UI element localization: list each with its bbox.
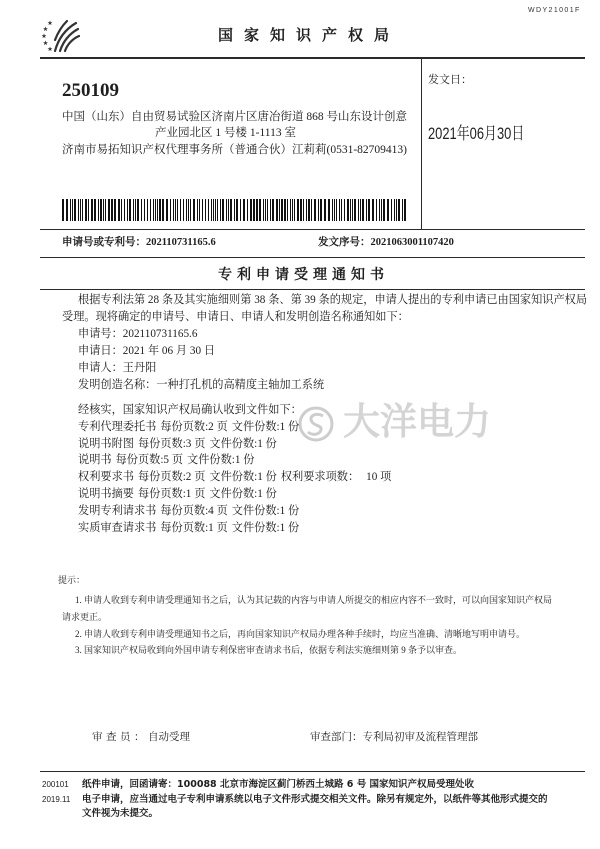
field-value: 王丹阳 xyxy=(122,362,157,374)
field-applicant xyxy=(62,360,587,377)
note-item: 2. 申请人收到专利申请受理通知书之后，再向国家知识产权局办理各种手续时，均应当准确、清晰地写明申请号。 xyxy=(75,629,526,639)
notice-title: 专利申请受理通知书 xyxy=(218,267,389,283)
reference-top-rule xyxy=(40,229,585,230)
emblem-star xyxy=(42,33,47,38)
barcode-bars xyxy=(62,199,406,221)
footer-line: 纸件申请，回函请寄：100088 北京市海淀区蓟门桥西土城路 6 号 国家知识产权局受理处收 xyxy=(82,779,475,790)
notice-intro xyxy=(62,292,587,394)
document-name: 权利要求书 xyxy=(78,471,134,484)
document-copies: 文件份数:1 份 xyxy=(231,504,300,517)
document-name: 专利代理委托书 xyxy=(78,420,157,433)
document-copies: 文件份数:1 份 xyxy=(209,471,277,484)
received-documents xyxy=(78,402,391,536)
intro-line: 受理。现将确定的申请号、申请日、申请人和发明创造名称通知如下： xyxy=(62,311,409,323)
claims-count-value: 10 项 xyxy=(366,471,392,484)
field-filing-date xyxy=(62,343,587,360)
emblem-star xyxy=(43,26,48,31)
footer-line: 电子申请，应当通过电子专利申请系统以电子文件形式提交相关文件。除另有规定外，以纸件等其他形式提交的 xyxy=(82,794,548,805)
field-value: 202110731165.6 xyxy=(122,328,198,340)
document-pages: 每份页数:4 页 xyxy=(160,504,228,517)
issue-date-value: 2021年06月30日 xyxy=(428,124,525,143)
document-pages: 每份页数:3 页 xyxy=(137,437,206,450)
document-copies: 文件份数:1 份 xyxy=(231,521,300,534)
serial-number xyxy=(318,236,454,250)
reference-bottom-rule xyxy=(40,257,585,258)
field-label: 申请人： xyxy=(78,362,123,374)
office-name: 国家知识产权局 xyxy=(218,26,401,44)
note-item: 1. 申请人收到专利申请受理通知书之后，认为其记载的内容与申请人所提交的相应内容不一致时，可以向国家知识产权局 xyxy=(75,595,553,605)
emblem-star xyxy=(48,46,53,51)
title-rule xyxy=(40,289,585,290)
document-copies: 文件份数:1 份 xyxy=(231,420,300,433)
document-name: 说明书 xyxy=(78,454,112,467)
footer-line: 文件视为未提交。 xyxy=(82,808,159,819)
field-label: 申请号： xyxy=(78,328,123,340)
field-value: 一种打孔机的高精度主轴加工系统 xyxy=(156,379,325,391)
application-number xyxy=(62,236,216,250)
document-copies: 文件份数:1 份 xyxy=(209,437,277,450)
department-value: 专利局初审及流程管理部 xyxy=(362,732,478,743)
document-row xyxy=(78,520,391,537)
document-pages: 每份页数:2 页 xyxy=(160,420,228,433)
address-line-1: 中国（山东）自由贸易试验区济南片区唐冶街道 868 号山东设计创意 xyxy=(62,111,407,123)
document-row xyxy=(78,503,391,520)
document-row xyxy=(78,469,391,486)
received-intro: 经核实，国家知识产权局确认收到文件如下： xyxy=(78,404,302,416)
notes-heading: 提示： xyxy=(58,575,86,585)
header-rule xyxy=(40,57,585,59)
document-name: 发明专利请求书 xyxy=(78,504,157,517)
watermark-text: 大洋电力 xyxy=(343,400,491,443)
cnipa-emblem-logo xyxy=(40,18,80,54)
note-item-continuation: 请求更正。 xyxy=(62,612,108,622)
emblem-star xyxy=(48,20,53,25)
department-label: 审查部门： xyxy=(310,732,363,743)
serial-number-value: 2021063001107420 xyxy=(370,237,454,248)
footer-form-version: 2019.11 xyxy=(42,795,71,804)
field-invention-title xyxy=(62,377,587,394)
document-name: 实质审查请求书 xyxy=(78,521,157,534)
document-pages: 每份页数:5 页 xyxy=(115,454,184,467)
document-pages: 每份页数:1 页 xyxy=(137,487,206,500)
application-number-value: 202110731165.6 xyxy=(146,237,216,248)
examining-department xyxy=(310,731,478,745)
form-code: WDY21001F xyxy=(528,7,581,14)
document-pages: 每份页数:2 页 xyxy=(137,471,206,484)
document-name: 说明书摘要 xyxy=(78,487,134,500)
document-row xyxy=(78,419,391,436)
examiner-value: 自动受理 xyxy=(148,732,190,743)
document-row xyxy=(78,486,391,503)
footer-rule xyxy=(40,771,585,772)
emblem-stripe xyxy=(55,23,76,51)
application-number-label: 申请号或专利号： xyxy=(62,237,146,248)
note-item: 3. 国家知识产权局收到向外国申请专利保密审查请求书后，依据专利法实施细则第 9 条予以审查。 xyxy=(75,645,463,655)
emblem-stripes xyxy=(55,21,79,51)
barcode xyxy=(62,199,408,221)
document-row xyxy=(78,436,391,453)
issue-date-label: 发文日： xyxy=(428,74,472,86)
document-row xyxy=(78,452,391,469)
emblem-stars xyxy=(42,20,53,51)
date-box-divider xyxy=(421,58,422,229)
claims-count-label: 权利要求项数： xyxy=(280,471,360,484)
field-label: 发明创造名称： xyxy=(78,379,157,391)
emblem-star xyxy=(43,40,48,45)
examiner xyxy=(92,731,190,745)
document-pages: 每份页数:1 页 xyxy=(160,521,228,534)
document-name: 说明书附图 xyxy=(78,437,134,450)
postal-code: 250109 xyxy=(62,80,119,101)
field-application-number xyxy=(62,326,587,343)
footer-form-number: 200101 xyxy=(42,780,69,789)
intro-line: 根据专利法第 28 条及其实施细则第 38 条、第 39 条的规定，申请人提出的专利申请已由国家知识产权局 xyxy=(78,294,588,306)
document-copies: 文件份数:1 份 xyxy=(209,487,277,500)
emblem-stripe xyxy=(60,29,78,51)
agent-name: 济南市易拓知识产权代理事务所（普通合伙）江莉莉(0531-82709413) xyxy=(62,144,407,156)
field-value: 2021 年 06 月 30 日 xyxy=(122,345,216,357)
document-copies: 文件份数:1 份 xyxy=(187,454,255,467)
field-label: 申请日： xyxy=(78,345,123,357)
serial-number-label: 发文序号： xyxy=(318,237,371,248)
address-line-2: 产业园北区 1 号楼 1-1113 室 xyxy=(155,127,296,139)
examiner-label: 审查员： xyxy=(92,732,148,743)
